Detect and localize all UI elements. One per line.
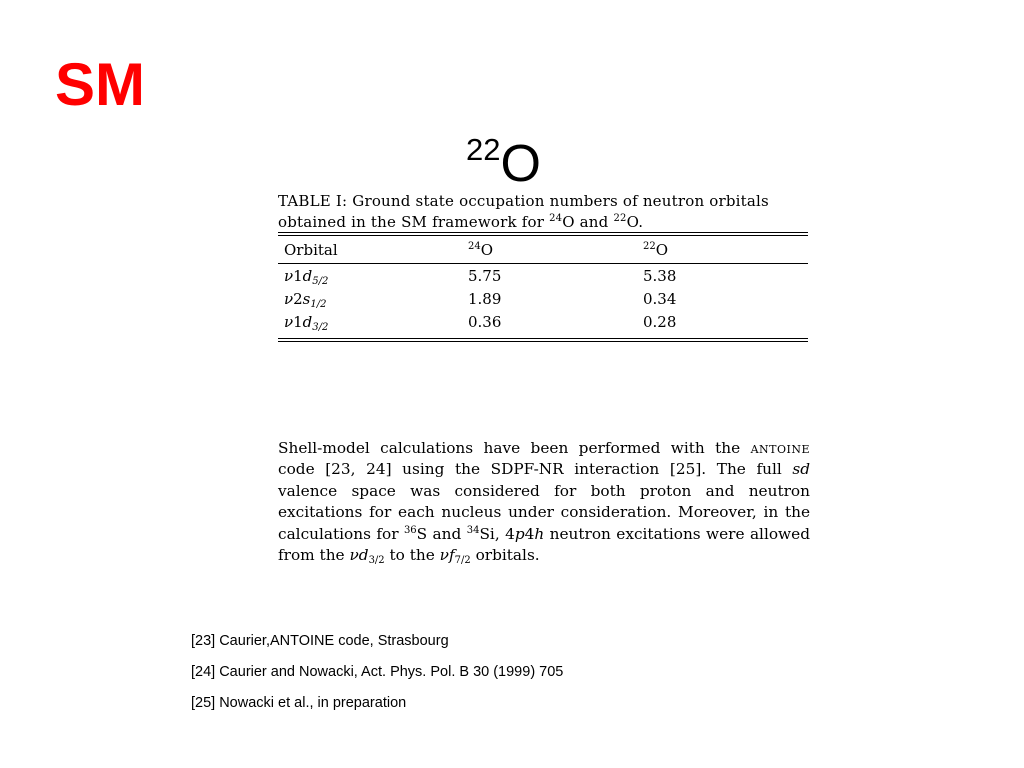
orbital-n: 1 <box>293 266 303 285</box>
table-row <box>278 264 808 287</box>
reference-list <box>191 631 563 724</box>
orbital-cell <box>278 267 468 285</box>
orbital-n: 1 <box>293 312 303 331</box>
header-24o <box>468 241 643 259</box>
header-24o-symbol: O <box>480 240 494 259</box>
caption-iso2-mass: 22 <box>613 213 627 224</box>
orbital-cell <box>278 313 468 331</box>
header-22o-symbol: O <box>655 240 669 259</box>
para-s-mass: 36 <box>403 524 417 536</box>
para-sd: sd <box>792 460 810 479</box>
para-orbital-1-sub: 3/2 <box>368 555 385 567</box>
orbital-j: 5/2 <box>312 275 329 287</box>
value-22o: 0.34 <box>643 289 677 308</box>
header-22o-mass: 22 <box>643 240 656 252</box>
occupation-table <box>278 232 808 342</box>
para-4h-num: 4 <box>524 524 535 543</box>
value-22o: 5.38 <box>643 266 677 285</box>
para-text-5: neutron excitations were allowed from the <box>278 524 810 565</box>
reference-item: [25] Nowacki et al., in preparation <box>191 695 407 711</box>
nucleus-mass-number: 22 <box>466 132 501 167</box>
header-24o-mass: 24 <box>468 240 481 252</box>
para-text-6: to the <box>384 546 440 565</box>
table-row <box>278 287 808 310</box>
orbital-j: 1/2 <box>310 298 327 310</box>
para-orbital-2-sub: 7/2 <box>454 555 471 567</box>
para-text-1: Shell-model calculations have been performed with the <box>278 439 751 457</box>
table-bottom-rule <box>278 338 808 342</box>
table-caption <box>278 191 810 233</box>
value-24o: 0.36 <box>468 312 502 331</box>
orbital-cell <box>278 290 468 308</box>
para-code-name: antoine <box>750 439 810 457</box>
para-text-2: code [23, 24] using the SDPF-NR interaction [25]. The full <box>278 460 793 479</box>
caption-and: and <box>574 213 614 231</box>
para-si-symbol: Si, <box>479 524 506 543</box>
caption-iso1-symbol: O <box>562 213 575 231</box>
orbital-l: d <box>302 266 313 285</box>
table-row <box>278 310 808 333</box>
value-24o: 1.89 <box>468 289 502 308</box>
para-orbital-2: νf <box>439 546 455 565</box>
caption-iso1-mass: 24 <box>549 213 563 224</box>
orbital-nu: ν <box>284 266 294 285</box>
slide-title: SM <box>55 51 145 118</box>
nucleus-heading <box>466 118 541 196</box>
orbital-l: d <box>302 312 313 331</box>
para-orbital-1: νd <box>349 546 369 565</box>
reference-item: [24] Caurier and Nowacki, Act. Phys. Pol. B 30 (1999) 705 <box>191 664 564 680</box>
para-s-symbol: S <box>416 524 428 543</box>
para-4p-num: 4 <box>505 524 515 543</box>
para-si-mass: 34 <box>466 524 480 536</box>
caption-iso2-symbol: O <box>626 213 639 231</box>
orbital-n: 2 <box>293 289 303 308</box>
reference-item: [23] Caurier,ANTOINE code, Strasbourg <box>191 633 449 649</box>
orbital-nu: ν <box>284 289 294 308</box>
method-paragraph <box>278 438 810 566</box>
value-22o: 0.28 <box>643 312 677 331</box>
para-text-3: valence space was considered for both proton and neutron excitations for each nucleus under consideration. Moreover, in the calculations for <box>278 481 810 543</box>
orbital-l: s <box>302 289 311 308</box>
orbital-nu: ν <box>284 312 294 331</box>
table-header-row <box>278 236 808 263</box>
nucleus-symbol: O <box>500 135 541 193</box>
orbital-j: 3/2 <box>312 321 329 333</box>
value-24o: 5.75 <box>468 266 502 285</box>
header-orbital: Orbital <box>284 240 338 259</box>
caption-end: . <box>638 213 644 231</box>
para-4h-h: h <box>534 524 545 543</box>
para-text-4: and <box>427 524 467 543</box>
para-4p-p: p <box>514 524 525 543</box>
caption-text: TABLE I: Ground state occupation numbers of neutron orbitals obtained in the SM framework for <box>278 192 769 231</box>
header-22o <box>643 241 808 259</box>
para-text-7: orbitals. <box>470 546 540 565</box>
